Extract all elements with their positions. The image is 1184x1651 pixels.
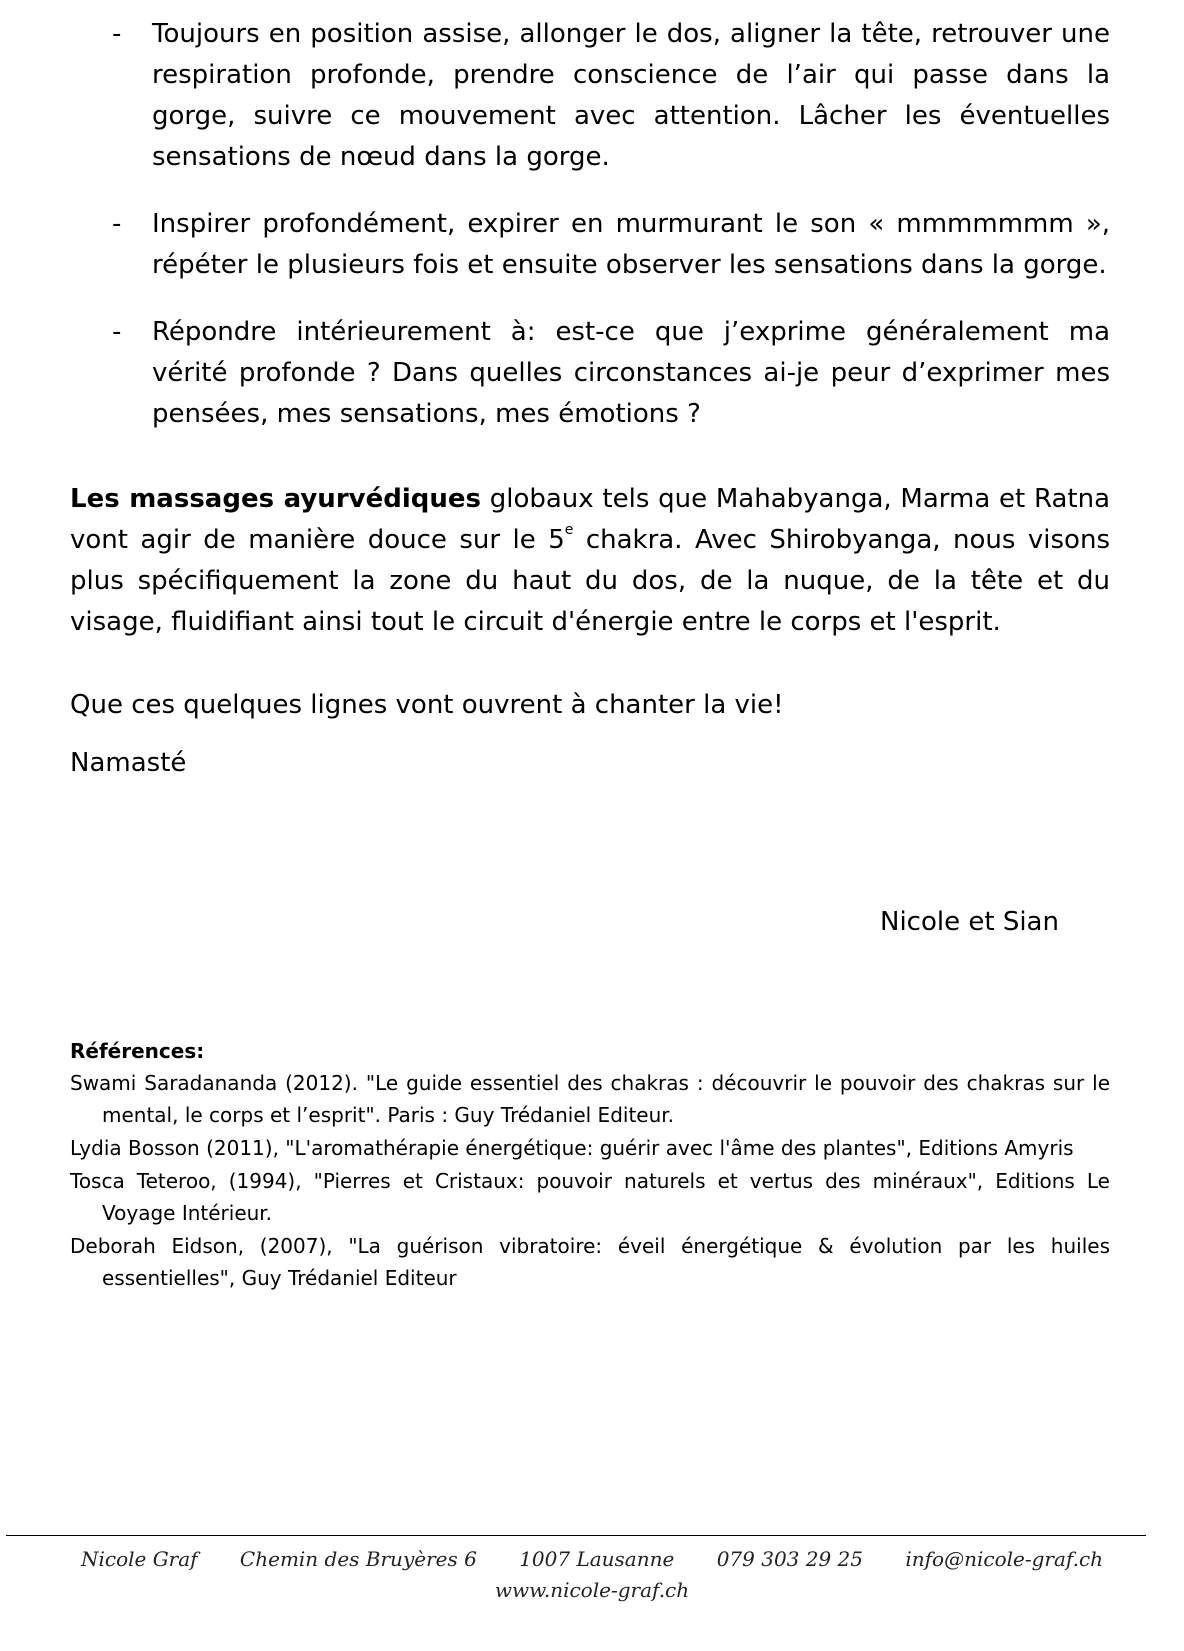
exercise-list [70, 14, 1110, 461]
signature: Nicole et Sian [880, 907, 1059, 937]
greeting-namaste: Namasté [70, 748, 187, 778]
bullet-dash: - [112, 209, 122, 239]
reference-item: Lydia Bosson (2011), "L'aromathérapie énergétique: guérir avec l'âme des plantes", Editions Amyris [70, 1136, 1074, 1160]
references-title: Références: [70, 1039, 205, 1063]
footer-address: Chemin des Bruyères 6 [239, 1547, 477, 1571]
list-item [70, 14, 1110, 178]
list-item-text: Inspirer profondément, expirer en murmurant le son « mmmmmmm », répéter le plusieurs fois et ensuite observer les sensations dans la gorge. [152, 209, 1110, 280]
ordinal-superscript: e [564, 522, 574, 538]
footer-email[interactable]: info@nicole-graf.ch [905, 1547, 1104, 1571]
footer-name: Nicole Graf [80, 1547, 198, 1571]
list-item [70, 312, 1110, 435]
reference-item: Swami Saradananda (2012). "Le guide essentiel des chakras : découvrir le pouvoir des chakras sur le mental, le corps et l’esprit". Paris : Guy Trédaniel Editeur. [70, 1071, 1110, 1127]
footer-divider [6, 1535, 1146, 1536]
reference-item: Tosca Teteroo, (1994), "Pierres et Cristaux: pouvoir naturels et vertus des minéraux", Editions Le Voyage Intérieur. [70, 1169, 1110, 1225]
massage-paragraph [70, 479, 1110, 643]
list-item-text: Toujours en position assise, allonger le dos, aligner la tête, retrouver une respiration profonde, prendre conscience de l’air qui passe dans la gorge, suivre ce mouvement avec attention. Lâcher les éventuelles sensations de nœud dans la gorge. [152, 19, 1110, 172]
reference-item: Deborah Eidson, (2007), "La guérison vibratoire: éveil énergétique & évolution par les huiles essentielles", Guy Trédaniel Editeur [70, 1234, 1110, 1290]
paragraph-text-part2: chakra. Avec Shirobyanga, nous visons plus spécifiquement la zone du haut du dos, de la nuque, de la tête et du visage, fluidifiant ainsi tout le circuit d'énergie entre le corps et l'esprit. [70, 525, 1110, 637]
footer-contact [0, 1547, 1184, 1571]
footer-website[interactable]: www.nicole-graf.ch [494, 1578, 690, 1602]
references-section [70, 1035, 1110, 1295]
footer-city: 1007 Lausanne [519, 1547, 675, 1571]
list-item-text: Répondre intérieurement à: est-ce que j’exprime généralement ma vérité profonde ? Dans quelles circonstances ai-je peur d’exprimer mes pensées, mes sensations, mes émotions ? [152, 317, 1110, 429]
footer-phone: 079 303 29 25 [716, 1547, 864, 1571]
paragraph-bold-lead: Les massages ayurvédiques [70, 484, 481, 514]
list-item [70, 204, 1110, 286]
bullet-dash: - [112, 19, 122, 49]
bullet-dash: - [112, 317, 122, 347]
paragraph-text-part1: globaux tels que Mahabyanga, Marma et Ratna vont agir de manière douce sur le 5 [70, 484, 1110, 555]
closing-line: Que ces quelques lignes vont ouvrent à chanter la vie! [70, 690, 784, 720]
